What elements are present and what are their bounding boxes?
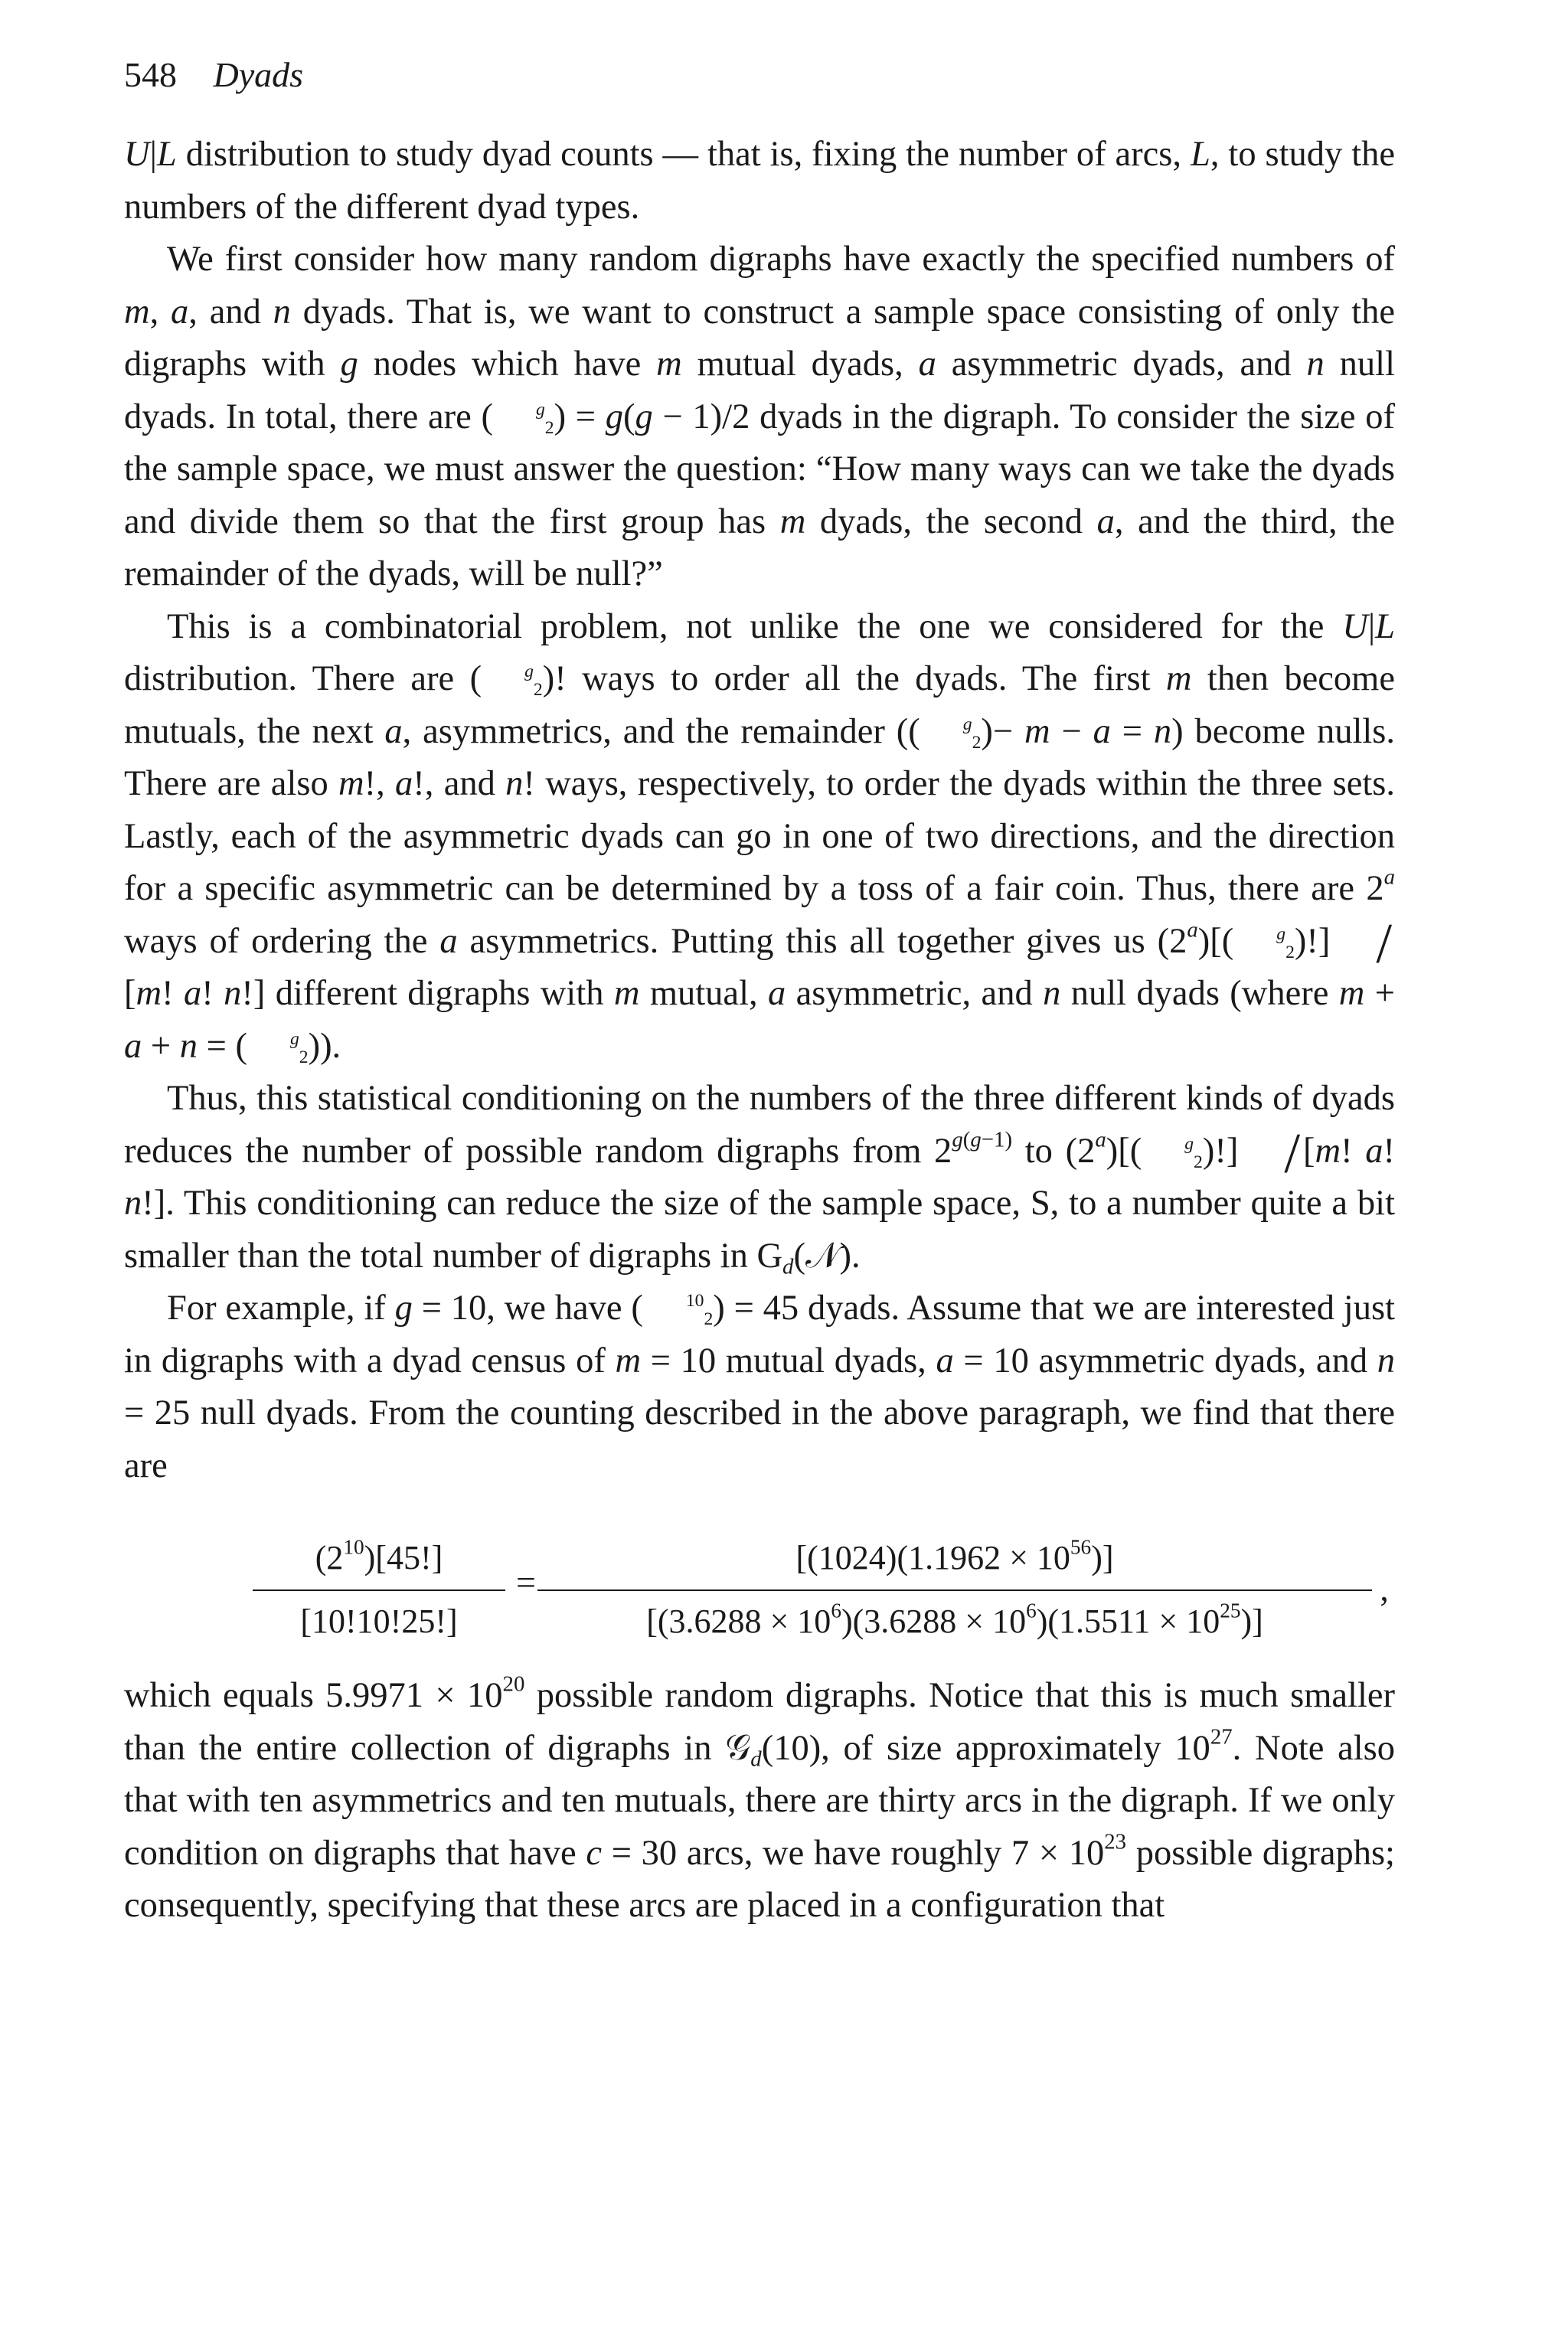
fraction-left-denominator: [10!10!25!] — [300, 1602, 458, 1640]
paragraph-1: U|L distribution to study dyad counts — that is, fixing the number of arcs, L, to study the numbers of the different dyad types. — [124, 135, 1395, 227]
equals-sign: = — [516, 1563, 536, 1602]
running-title: Dyads — [213, 55, 304, 94]
paragraph-5: For example, if g = 10, we have ( $^{10}_2$) = 45 dyads. Assume that we are interested just in digraphs with a dyad census of m = 10 mutual dyads, a = 10 asymmetric dyads, and n = 25 null dyads. From the counting described in the above paragraph, we find that there are — [124, 1289, 1395, 1485]
paragraph-3: This is a combinatorial problem, not unlike the one we considered for the U|L distribution. There are ( $^g_2$)! ways to order all the dyads. The first m then become mutuals, the next a, asymmetrics, and the remainder (( $^g_2$)− m − a = n) become nulls. There are also m!, a!, and n! ways, respectively, to order the dyads within the three sets. Lastly, each of the asymmetric dyads can go in one of two directions, and the direction for a specific asymmetric can be determined by a toss of a fair coin. Thus, there are 2$^a$ ways of ordering the a asymmetrics. Putting this all together gives us (2$^a$)[( $^g_2$)!] /[m! a! n!] different digraphs with m mutual, a asymmetric, and n null dyads (where m + a + n = ( $^g_2$)). — [124, 606, 1395, 1067]
page-header — [124, 52, 303, 98]
display-equation — [124, 1511, 1395, 1656]
paragraph-4: Thus, this statistical conditioning on the numbers of the three different kinds of dyads reduces the number of possible random digraphs from $2^{g(g-1)}$ to (2$^a$)[( $^g_2$)!] /[m! a! n!]. This conditioning can reduce the size of the sample space, S, to a number quite a bit smaller than the total number of digraphs in $G_d(𝒩)$. — [124, 1079, 1395, 1279]
fraction-right-numerator: $[(1024)(1.1962 \times 10^{56})]$ — [537, 1532, 1372, 1591]
fraction-left-numerator: $(2^{10})[45!]$ — [253, 1532, 505, 1591]
paragraph-6: which equals $5.9971 \times 10^{20}$ possible random digraphs. Notice that this is much smaller than the entire collection of digraphs in 𝒢$_d$(10), of size approximately $10^{27}$. Note also that with ten asymmetrics and ten mutuals, there are thirty arcs in the digraph. If we only condition on digraphs that have c = 30 arcs, we have roughly $7 \times 10^{23}$ possible digraphs; consequently, specifying that these arcs are placed in a configuration that — [124, 1671, 1396, 1925]
fraction-left — [253, 1532, 505, 1648]
paragraph-2: We first consider how many random digraphs have exactly the specified numbers of m, a, and n dyads. That is, we want to construct a sample space consisting of only the digraphs with g nodes which have m mutual dyads, a asymmetric dyads, and n null dyads. In total, there are ( $^g_2$) = g(g − 1)/2 dyads in the digraph. To consider the size of the sample space, we must answer the question: “How many ways can we take the dyads and divide them so that the first group has m dyads, the second a, and the third, the remainder of the dyads, will be null?” — [124, 240, 1396, 593]
body-text — [124, 129, 1395, 1933]
page-number: 548 — [124, 55, 177, 94]
equation-comma: ’ — [1378, 1589, 1390, 1628]
fraction-right-denominator: $[(3.6288 \times 10^6)(3.6288 \times 10^6)(1.5511 \times 10^{25})]$ — [646, 1598, 1263, 1640]
fraction-right — [537, 1532, 1372, 1648]
